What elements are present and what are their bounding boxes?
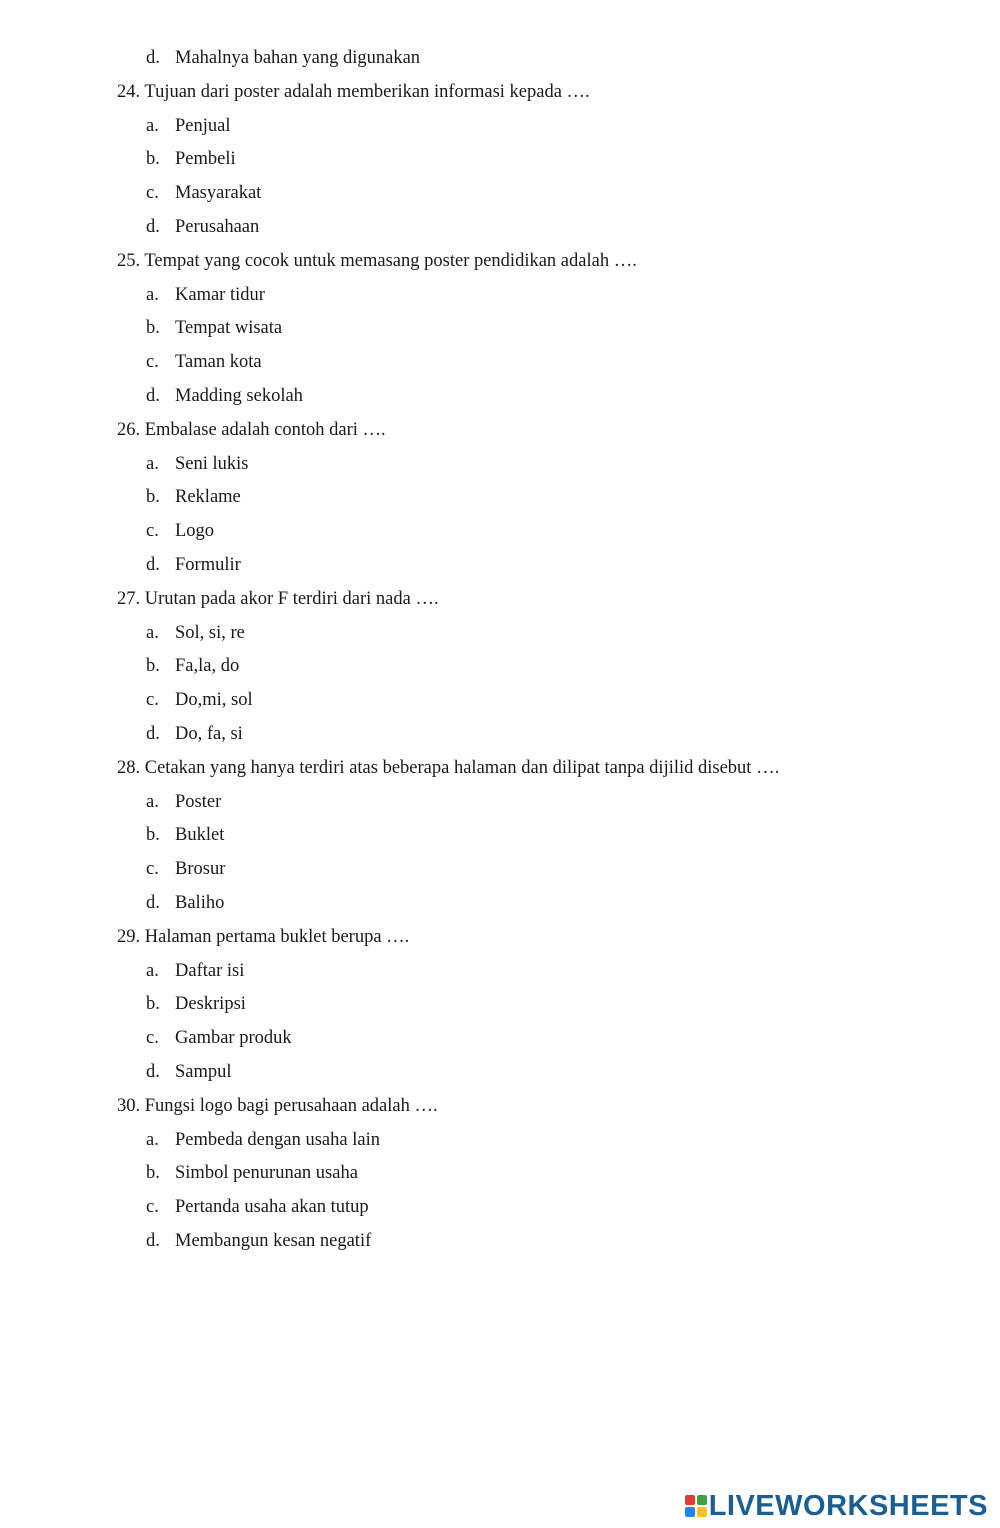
answer-option[interactable] — [0, 279, 1000, 313]
option-letter: d. — [146, 723, 160, 744]
logo-square-blue — [685, 1507, 695, 1517]
option-letter: b. — [146, 994, 160, 1015]
option-letter: c. — [146, 1197, 159, 1218]
logo-square-green — [697, 1495, 707, 1505]
question-stem: 30. Fungsi logo bagi perusahaan adalah …. — [117, 1095, 438, 1116]
option-letter: a. — [146, 1129, 159, 1150]
answer-option[interactable] — [0, 211, 1000, 245]
option-text: Reklame — [175, 487, 241, 508]
answer-option[interactable] — [0, 1191, 1000, 1225]
option-text: Taman kota — [175, 352, 262, 373]
option-text: Formulir — [175, 554, 241, 575]
answer-option[interactable] — [0, 853, 1000, 887]
option-text: Tempat wisata — [175, 318, 283, 339]
option-text: Pertanda usaha akan tutup — [175, 1197, 369, 1218]
option-letter: c. — [146, 859, 159, 880]
option-letter: c. — [146, 521, 159, 542]
answer-option[interactable] — [0, 1022, 1000, 1056]
option-text: Simbol penurunan usaha — [175, 1163, 358, 1184]
answer-option[interactable] — [0, 988, 1000, 1022]
option-text: Brosur — [175, 859, 226, 880]
question-stem: 27. Urutan pada akor F terdiri dari nada …. — [117, 588, 439, 609]
answer-option[interactable] — [0, 549, 1000, 583]
option-letter: b. — [146, 825, 160, 846]
brand-name: LIVEWORKSHEETS — [708, 1490, 988, 1522]
option-text: Pembeda dengan usaha lain — [175, 1129, 380, 1150]
logo-square-yellow — [697, 1507, 707, 1517]
liveworksheets-logo-icon — [685, 1495, 707, 1517]
option-letter: a. — [146, 791, 159, 812]
answer-option[interactable] — [0, 1056, 1000, 1090]
option-letter: d. — [146, 385, 160, 406]
option-letter: a. — [146, 453, 159, 474]
option-text: Seni lukis — [175, 453, 249, 474]
option-letter: b. — [146, 149, 160, 170]
option-text: Mahalnya bahan yang digunakan — [175, 48, 421, 68]
previous-question-option[interactable] — [0, 42, 1000, 76]
option-text: Logo — [175, 521, 215, 542]
option-text: Sol, si, re — [175, 622, 245, 643]
option-text: Daftar isi — [175, 960, 245, 981]
option-text: Sampul — [175, 1061, 232, 1082]
logo-square-red — [685, 1495, 695, 1505]
option-text: Penjual — [175, 115, 231, 136]
option-letter: c. — [146, 1028, 159, 1049]
answer-option[interactable] — [0, 515, 1000, 549]
answer-option[interactable] — [0, 1157, 1000, 1191]
option-letter: b. — [146, 487, 160, 508]
question-stem: 28. Cetakan yang hanya terdiri atas beberapa halaman dan dilipat tanpa dijilid disebut …. — [117, 757, 780, 778]
question-stem: 29. Halaman pertama buklet berupa …. — [117, 926, 410, 947]
option-text: Do,mi, sol — [175, 690, 253, 711]
option-text: Perusahaan — [175, 216, 260, 237]
answer-option[interactable] — [0, 684, 1000, 718]
option-text: Deskripsi — [175, 994, 246, 1015]
option-letter: a. — [146, 284, 159, 305]
answer-option[interactable] — [0, 312, 1000, 346]
option-text: Madding sekolah — [175, 385, 303, 406]
answer-option[interactable] — [0, 786, 1000, 820]
option-letter: a. — [146, 115, 159, 136]
answer-option[interactable] — [0, 1225, 1000, 1259]
option-text: Masyarakat — [175, 183, 262, 204]
answer-option[interactable] — [0, 650, 1000, 684]
option-text: Fa,la, do — [175, 656, 240, 677]
option-letter: a. — [146, 622, 159, 643]
question-list — [0, 76, 1000, 1259]
answer-option[interactable] — [0, 481, 1000, 515]
answer-option[interactable] — [0, 143, 1000, 177]
answer-option[interactable] — [0, 617, 1000, 651]
liveworksheets-brand — [685, 1490, 988, 1522]
option-text: Kamar tidur — [175, 284, 265, 305]
answer-option[interactable] — [0, 448, 1000, 482]
answer-option[interactable] — [0, 718, 1000, 752]
answer-option[interactable] — [0, 955, 1000, 989]
option-text: Pembeli — [175, 149, 236, 170]
option-text: Baliho — [175, 892, 225, 913]
answer-option[interactable] — [0, 177, 1000, 211]
answer-option[interactable] — [0, 819, 1000, 853]
option-letter: d. — [146, 554, 160, 575]
option-letter: d. — [146, 1061, 160, 1082]
question-stem: 25. Tempat yang cocok untuk memasang poster pendidikan adalah …. — [117, 250, 637, 271]
option-text: Buklet — [175, 825, 225, 846]
worksheet-page — [0, 42, 1000, 1259]
option-letter: d. — [146, 48, 160, 68]
option-letter: b. — [146, 1163, 160, 1184]
option-letter: b. — [146, 318, 160, 339]
question-stem: 24. Tujuan dari poster adalah memberikan informasi kepada …. — [117, 81, 590, 102]
option-text: Poster — [175, 791, 222, 812]
option-letter: b. — [146, 656, 160, 677]
option-text: Gambar produk — [175, 1028, 292, 1049]
option-letter: a. — [146, 960, 159, 981]
option-letter: d. — [146, 216, 160, 237]
option-letter: c. — [146, 690, 159, 711]
option-text: Membangun kesan negatif — [175, 1230, 372, 1251]
answer-option[interactable] — [0, 110, 1000, 144]
answer-option[interactable] — [0, 1124, 1000, 1158]
option-text: Do, fa, si — [175, 723, 243, 744]
answer-option[interactable] — [0, 380, 1000, 414]
answer-option[interactable] — [0, 887, 1000, 921]
answer-option[interactable] — [0, 346, 1000, 380]
option-letter: d. — [146, 892, 160, 913]
option-letter: c. — [146, 352, 159, 373]
option-letter: d. — [146, 1230, 160, 1251]
option-letter: c. — [146, 183, 159, 204]
question-stem: 26. Embalase adalah contoh dari …. — [117, 419, 386, 440]
